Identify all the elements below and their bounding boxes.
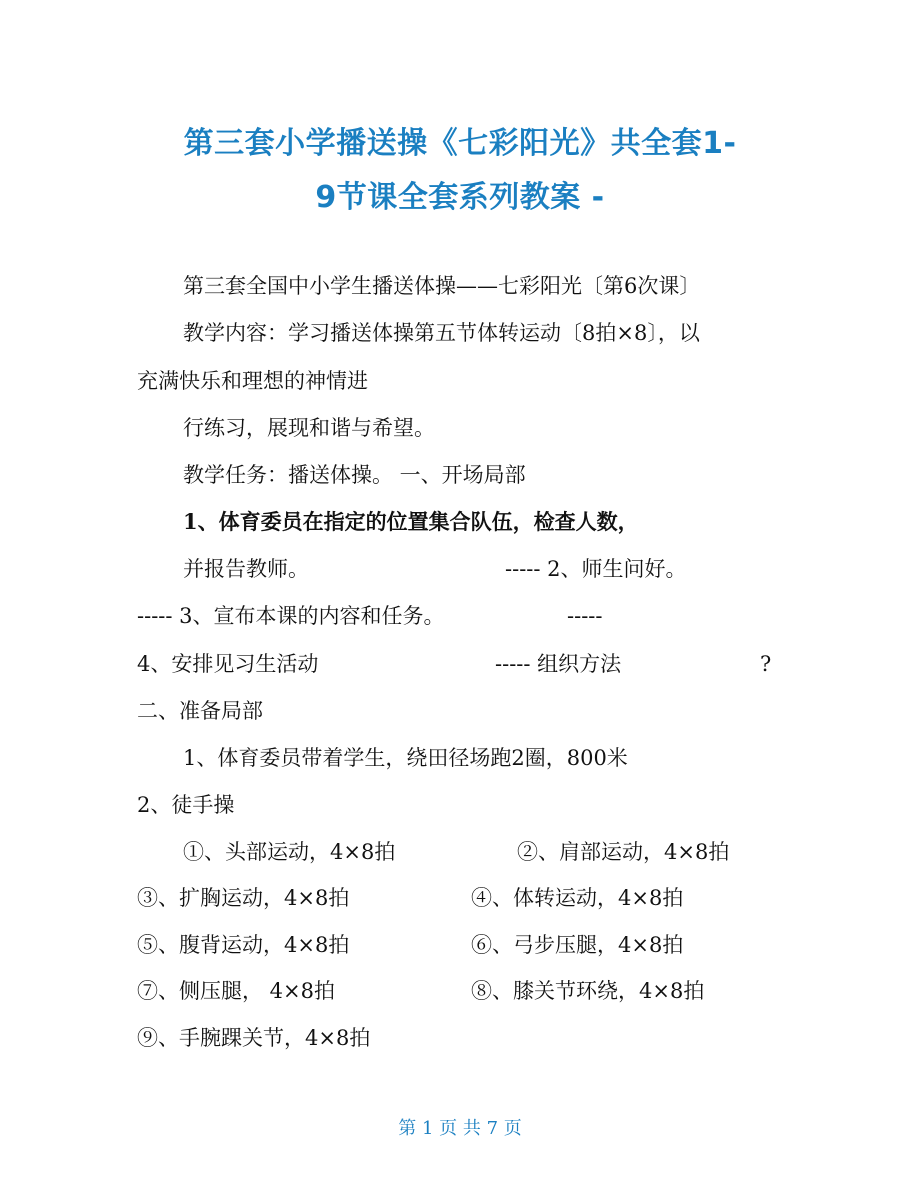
exercise-item: ⑦、侧压腿， 4×8拍: [137, 979, 335, 1003]
document-title-line-2: 9节课全套系列教案 -: [315, 180, 605, 215]
exercise-item: ④、体转运动，4×8拍: [471, 886, 684, 910]
exercise-item: ①、头部运动，4×8拍: [183, 840, 396, 864]
paragraph-line: ----- 2、师生问好。: [505, 557, 687, 581]
paragraph-line: -----: [567, 604, 603, 628]
paragraph-line-bold: 1、体育委员在指定的位置集合队伍，检查人数，: [183, 509, 639, 534]
exercise-item: ⑤、腹背运动，4×8拍: [137, 933, 350, 957]
document-title-line-1: 第三套小学播送操《七彩阳光》共全套1-: [183, 126, 737, 161]
paragraph-line: 4、安排见习生活动: [137, 652, 319, 676]
exercise-item: ⑨、手腕踝关节，4×8拍: [137, 1026, 371, 1050]
paragraph-line: 行练习，展现和谐与希望。: [183, 416, 435, 440]
paragraph-line: 2、徒手操: [137, 793, 235, 817]
exercise-item: ⑧、膝关节环绕，4×8拍: [471, 979, 705, 1003]
paragraph-line: 第三套全国中小学生播送体操——七彩阳光〔第6次课〕: [183, 274, 701, 298]
paragraph-line: ?: [760, 652, 772, 676]
exercise-item: ⑥、弓步压腿，4×8拍: [471, 933, 684, 957]
exercise-item: ③、扩胸运动，4×8拍: [137, 886, 350, 910]
exercise-item: ②、肩部运动，4×8拍: [517, 840, 730, 864]
paragraph-line: 并报告教师。: [183, 557, 309, 581]
paragraph-line: 充满快乐和理想的神情进: [137, 369, 368, 393]
section-heading: 二、准备局部: [137, 699, 263, 723]
page-number: 第 1 页 共 7 页: [398, 1118, 522, 1139]
paragraph-line: 教学任务：播送体操。 一、开场局部: [183, 463, 526, 487]
paragraph-line: ----- 3、宣布本课的内容和任务。: [137, 604, 445, 628]
paragraph-line: 教学内容：学习播送体操第五节体转运动〔8拍×8〕，以: [183, 321, 700, 345]
paragraph-line: 1、体育委员带着学生，绕田径场跑2圈，800米: [183, 746, 628, 770]
paragraph-line: ----- 组织方法: [495, 652, 622, 676]
